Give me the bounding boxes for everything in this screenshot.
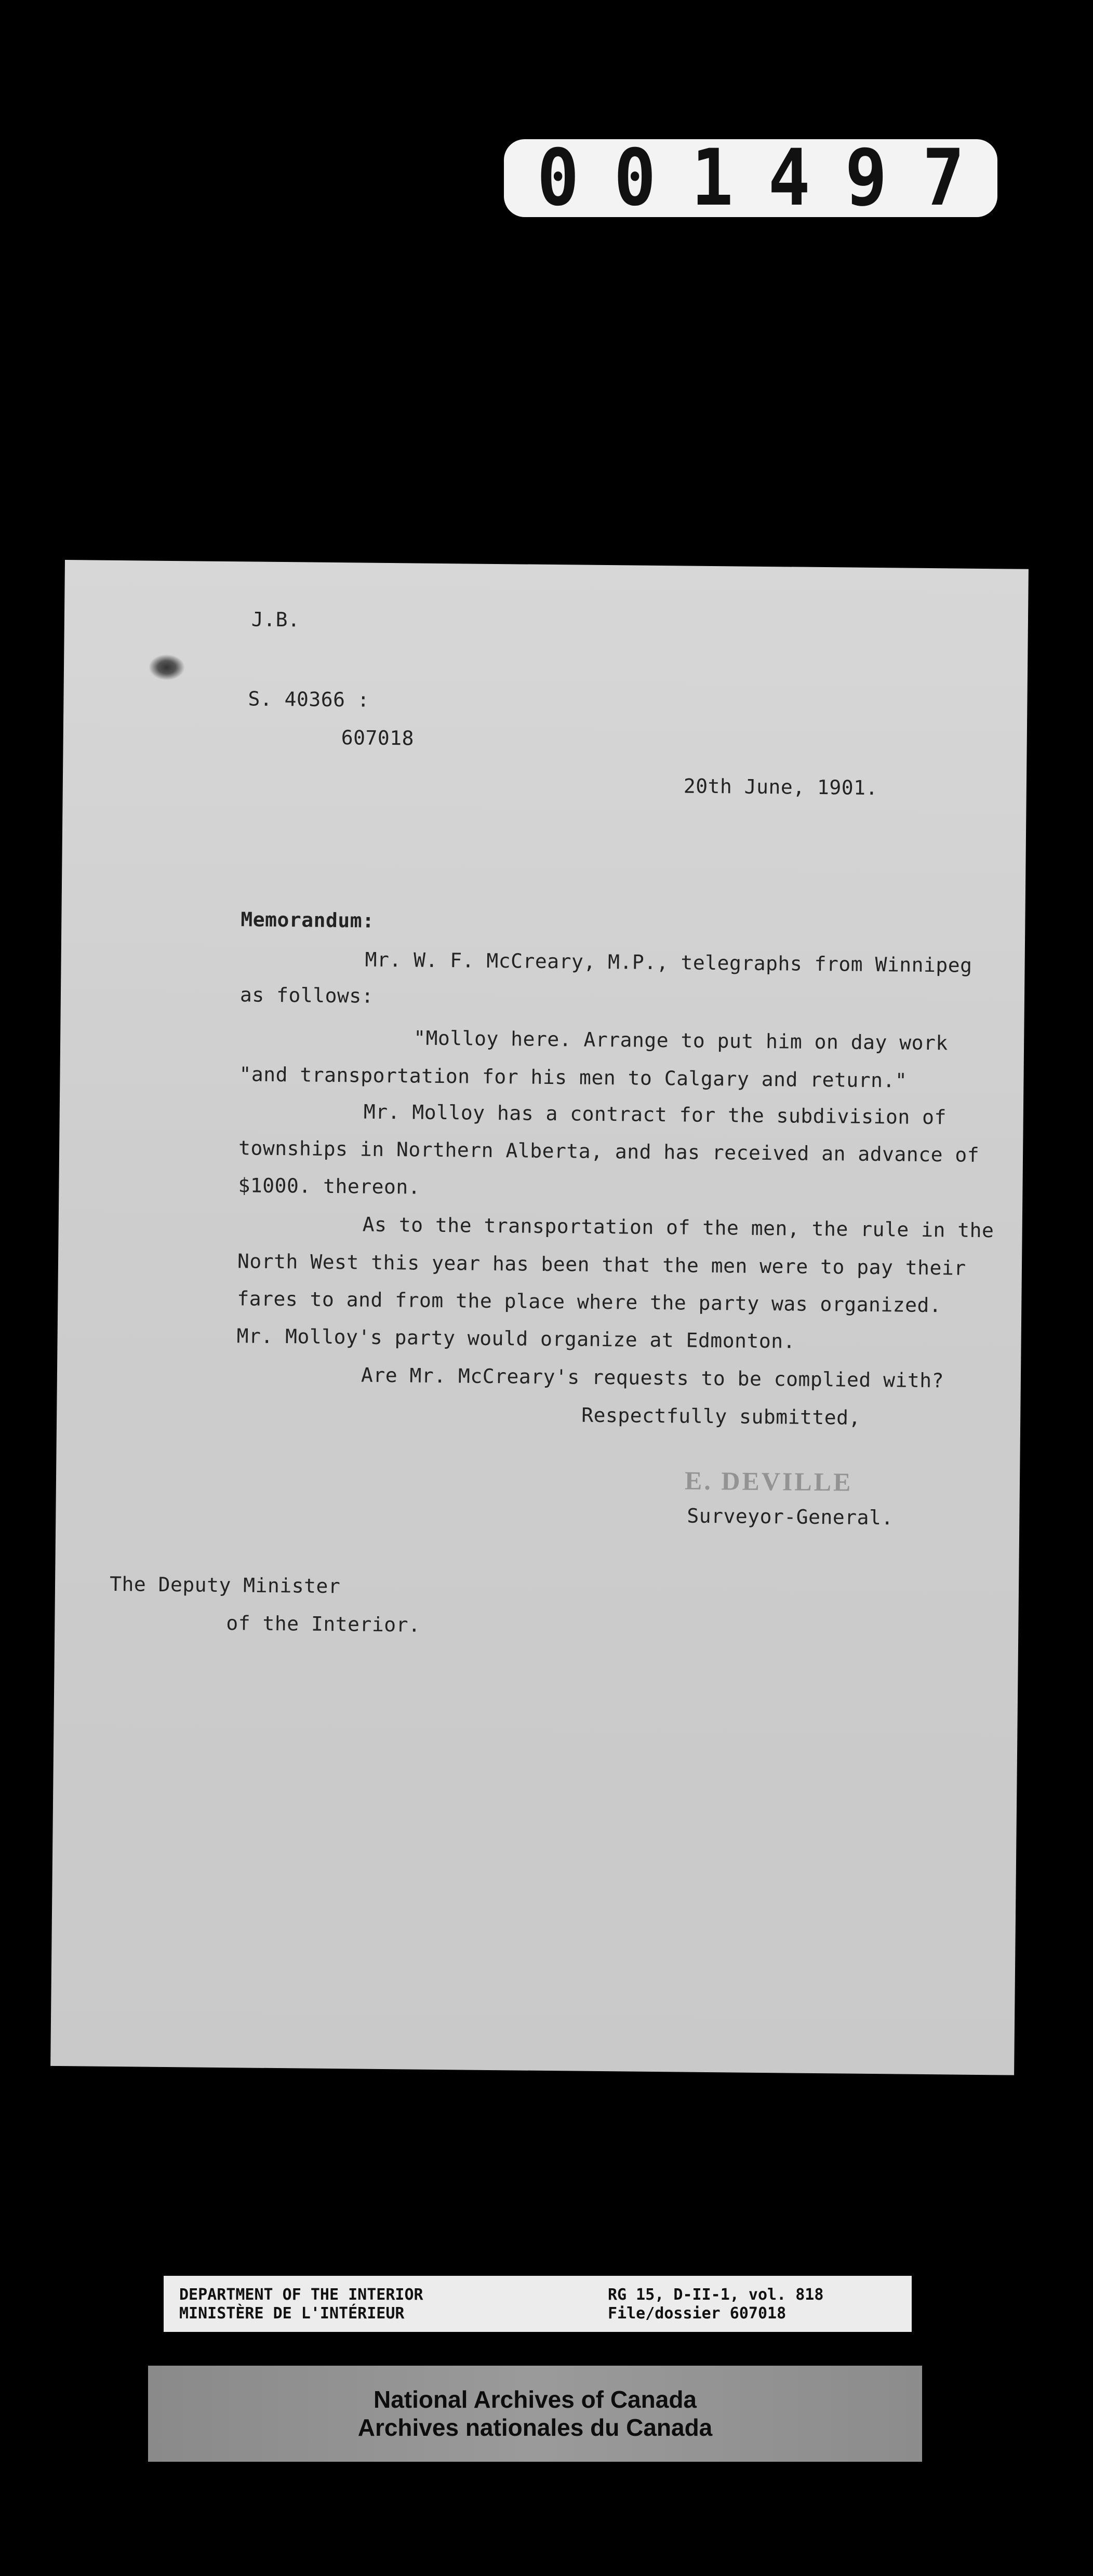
memo-body-line: Are Mr. McCreary's requests to be complied with? xyxy=(361,1363,944,1392)
frame-digit: 0 xyxy=(537,133,579,223)
memo-date: 20th June, 1901. xyxy=(683,774,878,800)
memo-ref-file: 607018 xyxy=(341,726,415,750)
memo-body-line: fares to and from the place where the party was organized. xyxy=(237,1287,942,1317)
memo-body-line: townships in Northern Alberta, and has received an advance of xyxy=(238,1136,980,1166)
memo-body-line: as follows: xyxy=(239,983,374,1008)
dept-name-fr: MINISTÈRE DE L'INTÉRIEUR xyxy=(179,2304,405,2323)
frame-digit: 4 xyxy=(768,133,810,223)
memo-signatory-title: Surveyor-General. xyxy=(687,1504,894,1530)
memo-body-line: Mr. Molloy has a contract for the subdivision of xyxy=(363,1100,947,1129)
ink-smudge xyxy=(149,654,185,681)
memo-ref-s: S. 40366 : xyxy=(248,687,370,712)
memo-body-line: North West this year has been that the men were to pay their xyxy=(237,1250,966,1280)
memo-heading: Memorandum: xyxy=(241,908,375,932)
memo-addressee-line: The Deputy Minister xyxy=(109,1572,341,1598)
frame-digit: 0 xyxy=(614,133,657,223)
memo-body-line: "Molloy here. Arrange to put him on day work xyxy=(413,1026,948,1055)
archive-ref-rg: RG 15, D-II-1, vol. 818 xyxy=(608,2286,824,2304)
memo-body-line: Mr. W. F. McCreary, M.P., telegraphs from Winnipeg xyxy=(365,948,972,977)
archives-name-fr: Archives nationales du Canada xyxy=(357,2414,713,2441)
memo-closing: Respectfully submitted, xyxy=(581,1403,861,1429)
frame-digit: 9 xyxy=(845,133,888,223)
national-archives-strip xyxy=(148,2366,922,2462)
memo-page xyxy=(50,560,1029,2075)
memo-body-line: As to the transportation of the men, the rule in the xyxy=(362,1213,994,1242)
memo-body-line: Mr. Molloy's party would organize at Edmonton. xyxy=(236,1324,796,1353)
dept-name-en: DEPARTMENT OF THE INTERIOR xyxy=(179,2286,423,2304)
department-label-strip xyxy=(164,2276,912,2332)
frame-digit: 1 xyxy=(691,133,734,223)
memo-body-line: $1000. thereon. xyxy=(238,1174,421,1199)
memo-body-line: "and transportation for his men to Calgary and return." xyxy=(239,1063,908,1092)
archive-ref-file: File/dossier 607018 xyxy=(608,2304,787,2323)
memo-initials: J.B. xyxy=(251,608,300,632)
signature-stamp: E. DEVILLE xyxy=(684,1466,853,1497)
frame-digit: 7 xyxy=(922,133,965,223)
frame-number-badge xyxy=(504,133,997,223)
archives-name-en: National Archives of Canada xyxy=(373,2386,697,2413)
memo-addressee-line: of the Interior. xyxy=(226,1612,421,1636)
